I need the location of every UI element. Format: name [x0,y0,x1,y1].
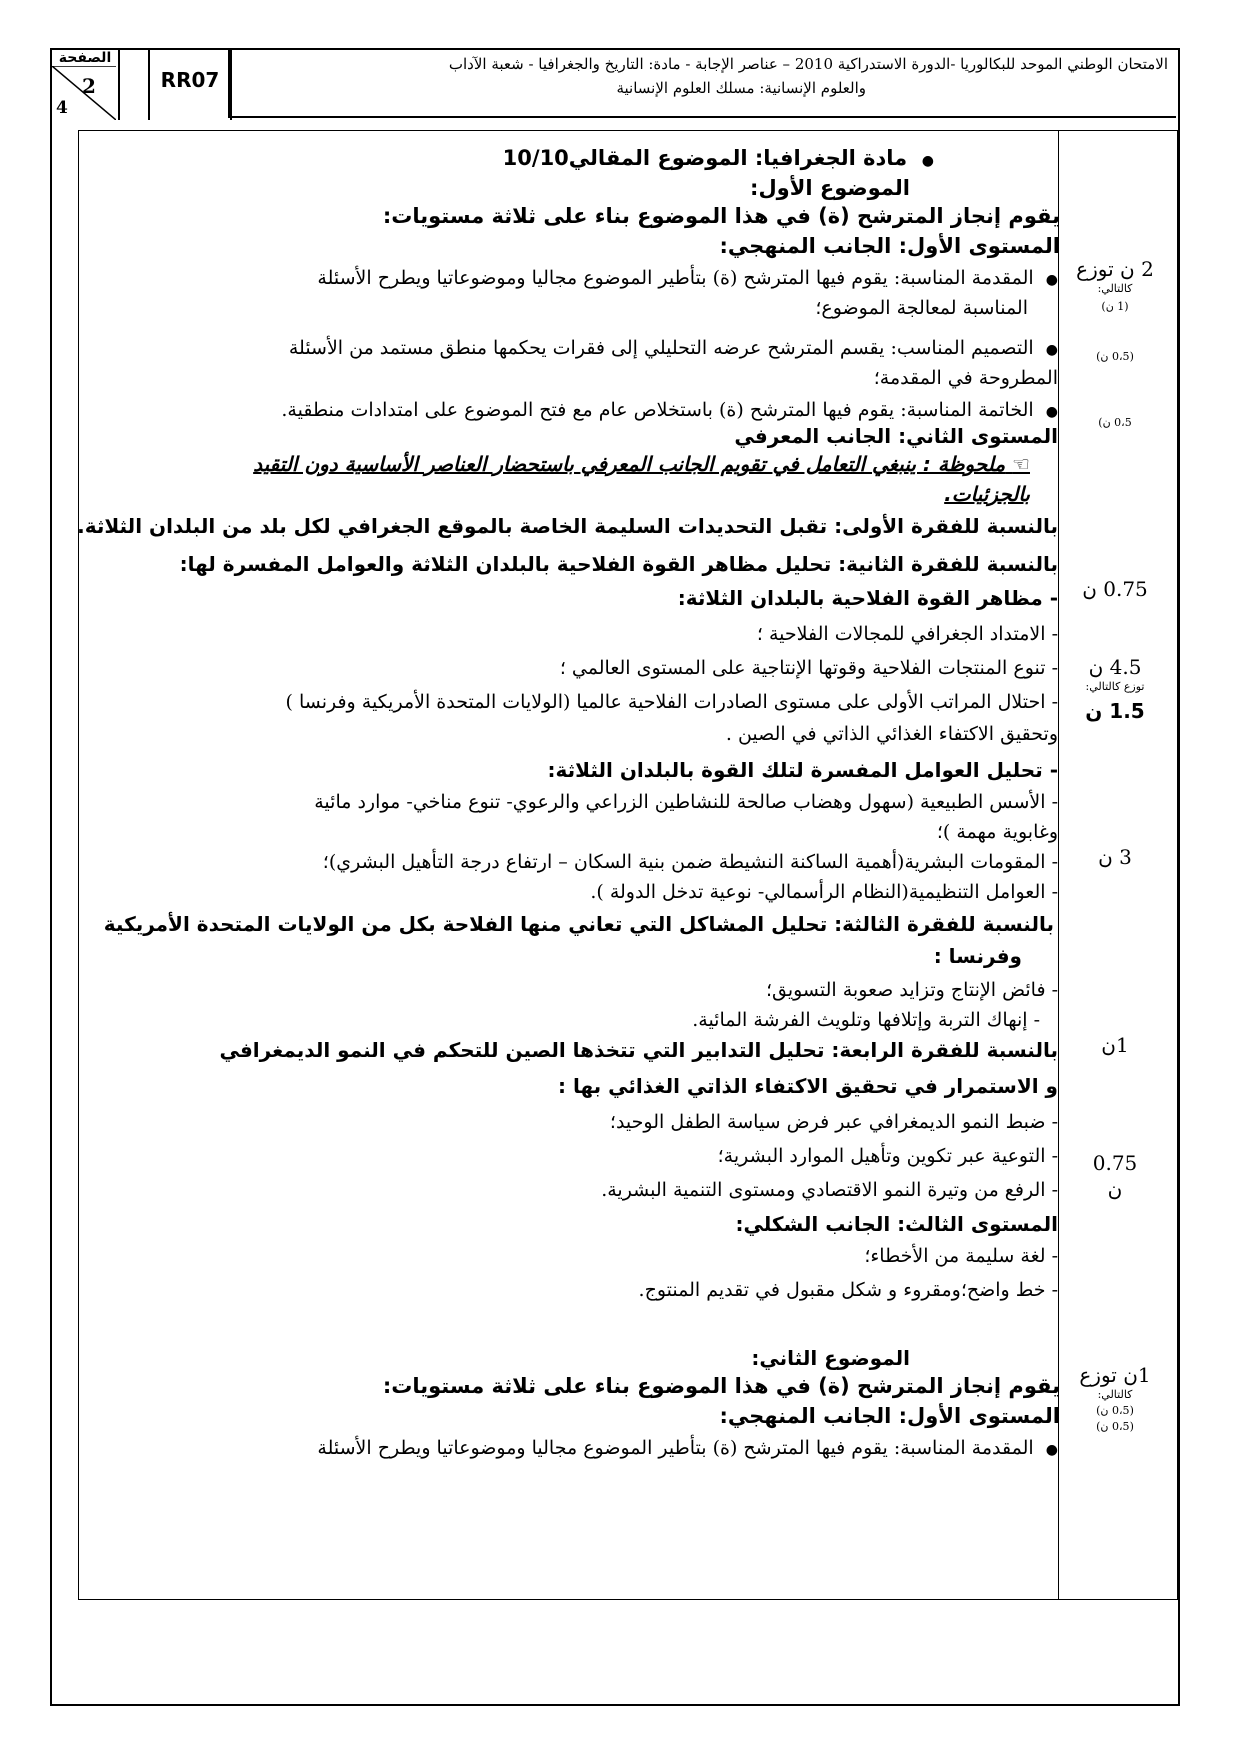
topic-two-intro-text: المقدمة المناسبة: يقوم فيها المترشح (ة) بتأطير الموضوع مجاليا وموضوعاتيا ويطرح الأسئلة [317,1437,1034,1459]
paragraph-four-cont: و الاستمرار في تحقيق الاكتفاء الذاتي الغذائي بها : [558,1074,1058,1098]
mark-paragraph-three: 1ن [1101,1033,1129,1057]
paragraph-two: بالنسبة للفقرة الثانية: تحليل مظاهر القوة الفلاحية بالبلدان الثلاثة والعوامل المفسرة لها: [179,552,1058,576]
problems-item-2: - إنهاك التربة وإتلافها وتلويث الفرشة المائية. [692,1009,1040,1031]
mark-paragraph-four-unit: ن [1107,1177,1123,1201]
exam-title-box [228,50,1176,118]
page-label: الصفحة [58,50,112,66]
factors-item-2: - المقومات البشرية(أهمية الساكنة النشيطة ضمن بنية السكان – ارتفاع درجة التأهيل البشري)؛ [322,851,1058,873]
intro-criterion [317,266,1058,292]
heading-text: مادة الجغرافيا: الموضوع المقالي10/10 [502,146,908,170]
mark-level-one: 2 ن توزع [1076,257,1154,281]
topic-one-title: الموضوع الأول: [750,176,910,200]
form-item-1: - لغة سليمة من الأخطاء؛ [864,1245,1058,1267]
mark-plan: (0،5 ن) [1096,350,1134,363]
paragraph-three-cont: وفرنسا : [933,944,1022,968]
factors-item-1-cont: وغابوية مهمة )؛ [936,821,1058,843]
paragraph-one: بالنسبة للفقرة الأولى: تقبل التحديدات السليمة الخاصة بالموقع الجغرافي لكل بلد من البلدان الثلاثة. [77,514,1058,538]
mark-agri-power: 1.5 ن [1085,699,1145,723]
exam-title-line2: والعلوم الإنسانية: مسلك العلوم الإنسانية [616,79,866,97]
mark-paragraph-two-dist: توزع كالتالي: [1085,680,1145,693]
level-three-heading: المستوى الثالث: الجانب الشكلي: [735,1212,1058,1236]
measures-item-1: - ضبط النمو الديمغرافي عبر فرض سياسة الطفل الوحيد؛ [609,1111,1058,1133]
agri-power-item-2: - تنوع المنتجات الفلاحية وقوتها الإنتاجية على المستوى العالمي ؛ [559,657,1058,679]
bullet-icon: ● [1045,342,1058,358]
intro-criterion-cont: المناسبة لمعالجة الموضوع؛ [815,297,1028,319]
plan-criterion-cont: المطروحة في المقدمة؛ [873,367,1058,389]
bullet-icon: ● [1045,272,1058,288]
mark-level-one-dist: كالتالي: [1097,282,1133,295]
conclusion-criterion-text: الخاتمة المناسبة: يقوم فيها المترشح (ة) باستخلاص عام مع فتح الموضوع على امتدادات منطقية. [281,399,1034,421]
mark-intro: (1 ن) [1101,300,1129,313]
mark-paragraph-one: 0.75 ن [1082,577,1148,601]
topic-two-intro-criterion [317,1436,1058,1462]
page-total: 4 [56,98,68,118]
mark-conclusion: 0،5 ن) [1098,416,1132,429]
agri-power-item-3: - احتلال المراتب الأولى على مستوى الصادرات الفلاحية عالميا (الولايات المتحدة الأمريكية وفرنسا ) [285,691,1058,713]
mark-topic-two-dist: كالتالي: [1097,1388,1133,1401]
conclusion-criterion [281,398,1058,424]
factors-item-3: - العوامل التنظيمية(النظام الرأسمالي- نوعية تدخل الدولة ). [590,881,1058,903]
problems-item-1: - فائض الإنتاج وتزايد صعوبة التسويق؛ [765,979,1058,1001]
mark-topic-two-intro: (0،5 ن) [1096,1404,1134,1417]
level-one-heading: المستوى الأول: الجانب المنهجي: [719,234,1060,258]
topic-two-title: الموضوع الثاني: [751,1346,910,1370]
pointing-hand-icon: ☜ [1012,452,1030,476]
exam-code-box [148,50,232,120]
intro-criterion-text: المقدمة المناسبة: يقوم فيها المترشح (ة) بتأطير الموضوع مجاليا وموضوعاتيا ويطرح الأسئلة [317,267,1034,289]
note-line-cont: بالجزئيات. [944,482,1030,506]
exam-title-line1: الامتحان الوطني الموحد للبكالوريا -الدورة الاستدراكية 2010 – عناصر الإجابة - مادة: التاريخ والجغرافيا - شعبة الآداب [448,55,1168,73]
page-number-box [52,50,120,120]
topic-two-levels: يقوم إنجاز المترشح (ة) في هذا الموضوع بناء على ثلاثة مستويات: [382,1374,1060,1398]
topic-one-levels: يقوم إنجاز المترشح (ة) في هذا الموضوع بناء على ثلاثة مستويات: [382,204,1060,228]
mark-topic-two-level-one: 1ن توزع [1079,1363,1151,1387]
paragraph-four: بالنسبة للفقرة الرابعة: تحليل التدابير التي تتخذها الصين للتحكم في النمو الديمغرافي [219,1038,1058,1062]
level-two-heading: المستوى الثاني: الجانب المعرفي [734,424,1058,448]
plan-criterion [289,336,1058,362]
geography-subject-heading [503,146,934,173]
agri-power-heading: - مظاهر القوة الفلاحية بالبلدان الثلاثة: [677,586,1058,610]
mark-paragraph-four: 0.75 [1092,1151,1138,1175]
mark-factors: 3 ن [1098,845,1132,869]
note-text: ملحوظة : ينبغي التعامل في تقويم الجانب المعرفي باستحضار العناصر الأساسية دون التقيد [253,452,1006,476]
agri-power-item-3-cont: وتحقيق الاكتفاء الغذائي الذاتي في الصين . [725,723,1058,745]
factors-heading: - تحليل العوامل المفسرة لتلك القوة بالبلدان الثلاثة: [547,758,1058,782]
plan-criterion-text: التصميم المناسب: يقسم المترشح عرضه التحليلي إلى فقرات يحكمها منطق مستمد من الأسئلة [288,337,1034,359]
factors-item-1: - الأسس الطبيعية (سهول وهضاب صالحة للنشاطين الزراعي والرعوي- تنوع مناخي- موارد مائية [314,791,1058,813]
exam-code: RR07 [160,68,220,92]
bullet-icon: ● [1045,1442,1058,1458]
measures-item-2: - التوعية عبر تكوين وتأهيل الموارد البشرية؛ [717,1145,1058,1167]
form-item-2: - خط واضح؛ومقروء و شكل مقبول في تقديم المنتوج. [638,1279,1058,1301]
bullet-icon: ● [921,153,934,169]
topic-two-level-one-heading: المستوى الأول: الجانب المنهجي: [719,1404,1060,1428]
mark-paragraph-two: 4.5 ن [1088,655,1142,679]
agri-power-item-1: - الامتداد الجغرافي للمجالات الفلاحية ؛ [756,623,1058,645]
measures-item-3: - الرفع من وتيرة النمو الاقتصادي ومستوى التنمية البشرية. [601,1179,1058,1201]
note-line [253,452,1030,476]
page-number: 2 [82,74,96,98]
bullet-icon: ● [1045,404,1058,420]
paragraph-three: بالنسبة للفقرة الثالثة: تحليل المشاكل التي تعاني منها الفلاحة بكل من الولايات المتحدة الأمريكية [103,912,1054,936]
mark-topic-two-plan: (0،5 ن) [1096,1420,1134,1433]
